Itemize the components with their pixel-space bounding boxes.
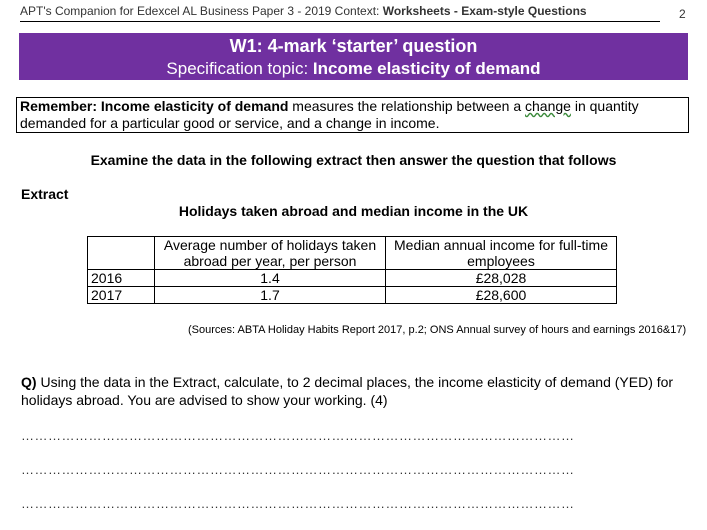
answer-line[interactable]: …………………………………………………………………………………………………………… <box>21 462 575 477</box>
data-table <box>87 236 617 304</box>
table-caption: Holidays taken abroad and median income in the UK <box>178 203 529 219</box>
instruction: Examine the data in the following extract then answer the question that follows <box>90 152 617 168</box>
question-text: Using the data in the Extract, calculate, to 2 decimal places, the income elasticity of demand (YED) for holidays abroad. You are advised to show your working. (4) <box>21 374 674 408</box>
question-label: Q) <box>21 374 37 390</box>
remember-underlined: change <box>525 98 571 114</box>
cell-year: 2017 <box>88 287 155 304</box>
cell-income: £28,600 <box>386 287 617 304</box>
sources-note: (Sources: ABTA Holiday Habits Report 2017, p.2; ONS Annual survey of hours and earnings 2016&17) <box>188 324 687 336</box>
remember-text-1: measures the relationship between a <box>288 98 526 114</box>
answer-line[interactable]: …………………………………………………………………………………………………………… <box>21 428 575 443</box>
page-number: 2 <box>679 7 686 21</box>
header-prefix: APT's Companion for Edexcel AL Business Paper 3 - 2019 Context: <box>20 4 383 18</box>
table-row <box>88 287 617 304</box>
header-bold: Worksheets - Exam-style Questions <box>382 4 587 18</box>
cell-year: 2016 <box>88 270 155 287</box>
topic-name: Income elasticity of demand <box>312 59 541 78</box>
banner-title: W1: 4-mark ‘starter’ question <box>229 36 478 56</box>
remember-label: Remember: <box>20 98 98 114</box>
header-cell-holidays: Average number of holidays taken abroad per year, per person <box>155 237 386 270</box>
banner-topic <box>19 58 688 80</box>
remember-term: Income elasticity of demand <box>100 98 289 114</box>
header-cell-income: Median annual income for full-time employees <box>386 237 617 270</box>
remember-box <box>16 97 689 133</box>
answer-line[interactable]: …………………………………………………………………………………………………………… <box>21 496 575 511</box>
remember-text-2: in quantity demanded for a particular good or service, and a change in income. <box>20 98 639 131</box>
title-banner <box>19 33 688 80</box>
cell-income: £28,028 <box>386 270 617 287</box>
cell-holidays: 1.7 <box>155 287 386 304</box>
running-header <box>20 4 660 22</box>
table-header-row <box>88 237 617 270</box>
table-row <box>88 270 617 287</box>
extract-label: Extract <box>21 186 69 202</box>
header-cell-empty <box>88 237 155 270</box>
cell-holidays: 1.4 <box>155 270 386 287</box>
question <box>21 373 691 409</box>
topic-prefix: Specification topic: <box>166 59 313 78</box>
